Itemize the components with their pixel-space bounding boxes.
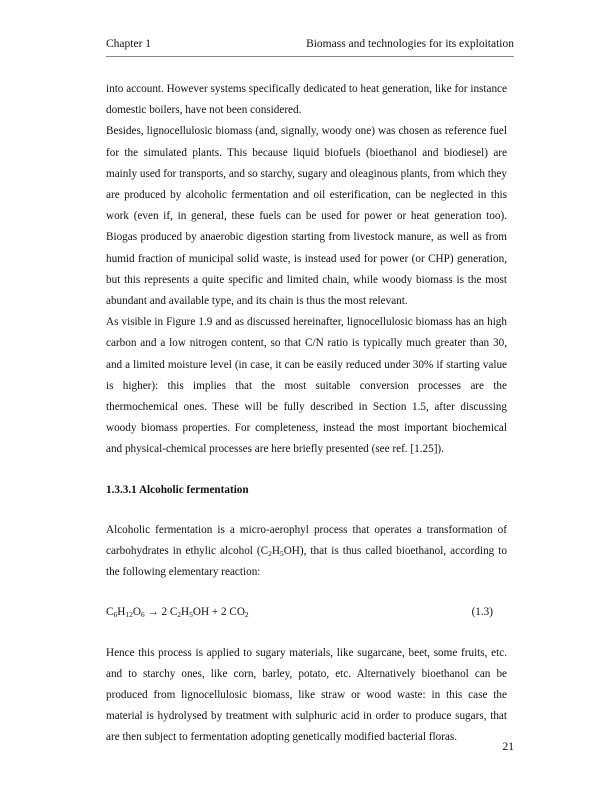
paragraph: Besides, lignocellulosic biomass (and, signally, woody one) was chosen as reference fuel for the simulated plants. This because liquid biofuels (bioethanol and biodiesel) are mainly used for transports, and so starchy, sugary and oleaginous plants, from which they are produced by alcoholic fermentation and oil esterification, can be neglected in this work (even if, in general, these fuels can be used for power or heat generation too). Biogas produced by anaerobic digestion starting from livestock manure, as well as from humid fraction of municipal solid waste, is instead used for power (or CHP) generation, but this represents a quite specific and limited chain, while woody biomass is the most abundant and available type, and its chain is thus the most relevant. [106, 125, 507, 308]
equation-body: $C_6H_{12}O_6 \to 2$ $C_2H_5OH + 2$ $CO_2$ [106, 606, 249, 620]
running-header [106, 38, 514, 56]
paragraph: Hence this process is applied to sugary materials, like sugarcane, beet, some fruits, etc. and to starchy ones, like corn, barley, potato, etc. Alternatively bioethanol can be produced from lignocellulosic biomass, like straw or wood waste: in this case the material is hydrolysed by treatment with sulphuric acid in order to produce sugars, that are then subject to fermentation adopting genetically modified bacterial floras. [106, 646, 507, 744]
chapter-title: Biomass and technologies for its exploitation [306, 38, 514, 50]
page-number: 21 [502, 741, 514, 753]
ethanol-formula: $C_2H_5OH$ [260, 545, 300, 559]
chapter-label: Chapter 1 [106, 38, 152, 50]
header-divider [106, 56, 514, 57]
paragraph: As visible in Figure 1.9 and as discussed hereinafter, lignocellulosic biomass has an high carbon and a low nitrogen content, so that C/N ratio is typically much greater than 30, and a limited moisture level (in case, it can be easily reduced under 30% if starting value is higher): this implies that the most suitable conversion processes are the thermochemical ones. These will be fully described in Section 1.5, after discussing woody biomass properties. For completeness, instead the most important biochemical and physical-chemical processes are here briefly presented (see ref. [1.25]). [106, 316, 507, 456]
paragraph: into account. However systems specifically dedicated to heat generation, like for instance domestic boilers, have not been considered. [106, 83, 507, 117]
section-heading: 1.3.3.1 Alcoholic fermentation [106, 483, 249, 496]
paragraph-intro: Alcoholic fermentation is a micro-aerophyl process that operates a transformation of carbohydrates in ethylic alcohol $(C_2H_5OH)$, that is thus called bioethanol, according to the following elementary reaction: [106, 523, 507, 579]
equation [106, 602, 507, 623]
page-body [106, 79, 507, 749]
equation-number: (1.3) [471, 606, 493, 619]
